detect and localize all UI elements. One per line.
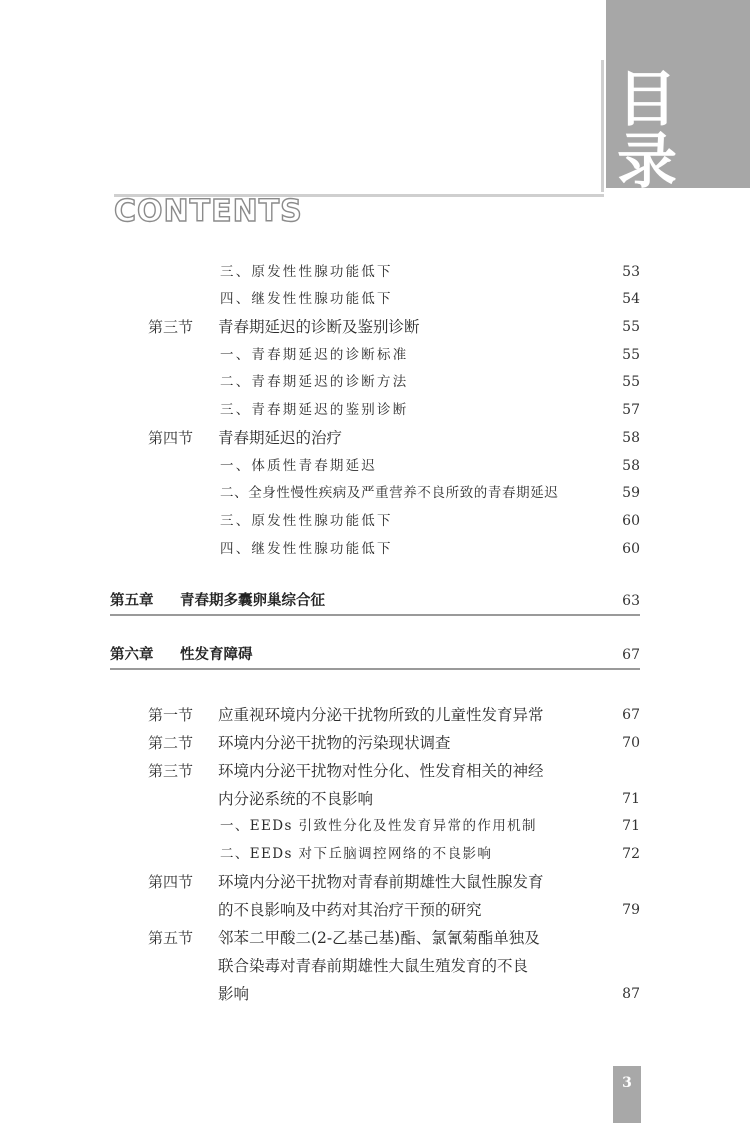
toc-section: 第五节 (148, 929, 194, 947)
toc-row[interactable] (0, 758, 750, 784)
toc-title: 邻苯二甲酸二(2-乙基己基)酯、氯氰菊酯单独及 (218, 929, 540, 947)
contents-label: CONTENTS (114, 194, 303, 229)
toc-title: 的不良影响及中药对其治疗干预的研究 (218, 901, 482, 919)
toc-title: 二、青春期延迟的诊断方法 (220, 374, 409, 390)
toc-row[interactable] (0, 897, 750, 923)
toc-row[interactable] (0, 730, 750, 756)
chapter-6-heading[interactable] (110, 642, 640, 670)
toc-page: 53 (622, 264, 640, 280)
toc-page: 54 (622, 291, 640, 307)
toc-row[interactable] (0, 369, 750, 395)
chapter-5-heading[interactable] (110, 588, 640, 616)
toc-section: 第四节 (148, 873, 194, 891)
page-title-char-2: 录 (617, 127, 677, 197)
toc-page: 58 (622, 458, 640, 474)
page-number: 3 (622, 1075, 632, 1091)
toc-page: 60 (622, 541, 640, 557)
toc-row[interactable] (0, 480, 750, 506)
toc-section: 第三节 (148, 762, 194, 780)
toc-section: 第三节 (148, 318, 194, 336)
toc-row[interactable] (0, 342, 750, 368)
toc-page: 87 (622, 986, 640, 1002)
toc-title: 青春期延迟的治疗 (218, 429, 343, 447)
toc-title: 三、原发性性腺功能低下 (220, 264, 393, 280)
toc-row[interactable] (0, 869, 750, 895)
toc-row[interactable] (0, 453, 750, 479)
toc-row[interactable] (0, 786, 750, 812)
toc-title: 应重视环境内分泌干扰物所致的儿童性发育异常 (218, 706, 544, 724)
chapter-page: 63 (622, 593, 640, 609)
toc-page: 60 (622, 513, 640, 529)
toc-title: 联合染毒对青春前期雄性大鼠生殖发育的不良 (218, 957, 529, 975)
toc-title: 一、青春期延迟的诊断标准 (220, 347, 409, 363)
toc-row[interactable] (0, 536, 750, 562)
toc-page: 55 (622, 347, 640, 363)
toc-title: 三、原发性性腺功能低下 (220, 513, 393, 529)
page-title-char-1: 目 (617, 65, 677, 135)
toc-title: 青春期延迟的诊断及鉴别诊断 (218, 318, 420, 336)
toc-page: 79 (622, 902, 640, 918)
toc-title: 四、继发性性腺功能低下 (220, 291, 393, 307)
toc-title: 三、青春期延迟的鉴别诊断 (220, 402, 409, 418)
toc-title: 一、体质性青春期延迟 (220, 458, 377, 474)
toc-page: 55 (622, 319, 640, 335)
toc-page: 67 (622, 707, 640, 723)
toc-title: 二、全身性慢性疾病及严重营养不良所致的青春期延迟 (220, 485, 559, 501)
toc-title: 环境内分泌干扰物对性分化、性发育相关的神经 (218, 762, 544, 780)
toc-title: 四、继发性性腺功能低下 (220, 541, 393, 557)
toc-page: 59 (622, 485, 640, 501)
toc-section: 第一节 (148, 706, 194, 724)
toc-title: 一、EEDs 引致性分化及性发育异常的作用机制 (220, 818, 537, 834)
toc-row[interactable] (0, 425, 750, 451)
toc-row[interactable] (0, 925, 750, 951)
chapter-label: 第五章 (110, 593, 154, 609)
toc-page: 72 (622, 846, 640, 862)
toc-row[interactable] (0, 953, 750, 979)
toc-row[interactable] (0, 841, 750, 867)
chapter-title: 性发育障碍 (180, 647, 253, 663)
toc-section: 第四节 (148, 429, 194, 447)
toc-row[interactable] (0, 813, 750, 839)
toc-title: 内分泌系统的不良影响 (218, 790, 374, 808)
toc-title: 影响 (218, 985, 250, 1003)
toc-row[interactable] (0, 397, 750, 423)
toc-page: 58 (622, 430, 640, 446)
chapter-page: 67 (622, 647, 640, 663)
chapter-title: 青春期多囊卵巢综合征 (180, 593, 325, 609)
toc-row[interactable] (0, 508, 750, 534)
toc-title: 环境内分泌干扰物的污染现状调查 (218, 734, 451, 752)
header-divider-line (601, 60, 604, 192)
toc-page: 71 (622, 791, 640, 807)
toc-page: 71 (622, 818, 640, 834)
toc-title: 环境内分泌干扰物对青春前期雄性大鼠性腺发育 (218, 873, 544, 891)
toc-section: 第二节 (148, 734, 194, 752)
toc-row[interactable] (0, 702, 750, 728)
toc-row[interactable] (0, 981, 750, 1007)
toc-row[interactable] (0, 259, 750, 285)
toc-page: 57 (622, 402, 640, 418)
toc-row[interactable] (0, 286, 750, 312)
chapter-label: 第六章 (110, 647, 154, 663)
toc-title: 二、EEDs 对下丘脑调控网络的不良影响 (220, 846, 493, 862)
toc-row[interactable] (0, 314, 750, 340)
toc-page: 55 (622, 374, 640, 390)
toc-page: 70 (622, 735, 640, 751)
